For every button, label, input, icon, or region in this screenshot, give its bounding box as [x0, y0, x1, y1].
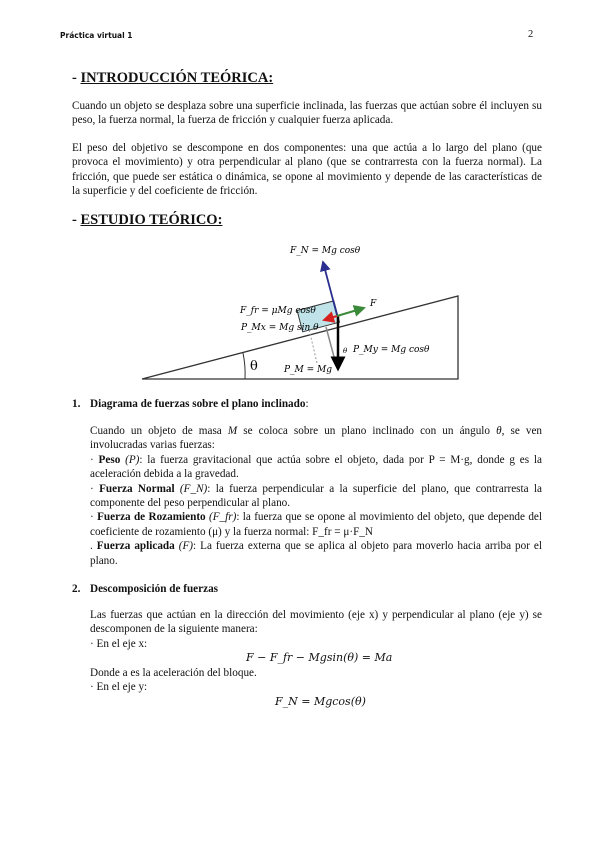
force-item — [90, 510, 542, 539]
section-number: 2. — [72, 583, 81, 595]
definition: : La fuerza externa que se aplica al objeto para moverlo hacia arriba por el plano. — [90, 540, 543, 567]
bullet: · — [90, 511, 98, 524]
force-item — [90, 482, 542, 511]
y-axis-label: · En el eje y: — [90, 681, 148, 693]
section-title: Diagrama de fuerzas sobre el plano inclinado — [90, 398, 306, 410]
mass-symbol: M — [227, 425, 238, 437]
definition: : la fuerza que se opone al movimiento del objeto, que depende del coeficiente de rozamiento (μ) y la fuerza normal: F_fr = μ·F_N — [90, 511, 542, 538]
section-2-heading — [72, 583, 218, 595]
intro-paragraph-2: El peso del objetivo se descompone en dos componentes: una que actúa a lo largo del plano (que provoca el movimiento) y otra perpendicular al plano (que se contrarresta con la fuerza normal). La fricción, que puede ser estática o dinámica, se opone al movimiento y depende de las características de la superficie y del coeficiente de fricción. — [72, 142, 542, 198]
heading-text: INTRODUCCIÓN TEÓRICA: — [80, 70, 274, 86]
text: , se ven involucradas varias fuerzas: — [90, 425, 543, 452]
term: Fuerza de Rozamiento — [97, 511, 206, 524]
heading-dash: - — [72, 212, 81, 228]
pmy-label: P_My = Mg cosθ — [353, 345, 430, 355]
weight-label: P_M = Mg — [284, 365, 333, 375]
definition: : la fuerza gravitacional que actúa sobre el objeto, dada por P = M·g, donde g es la aceleración debida a la gravedad. — [90, 453, 542, 481]
bullet: · — [90, 482, 100, 495]
term: Fuerza Normal — [99, 482, 175, 495]
study-heading — [72, 212, 222, 229]
text: Cuando un objeto de masa — [90, 425, 228, 437]
symbol: (F) — [174, 540, 194, 553]
small-theta: θ — [343, 347, 348, 355]
force-item — [90, 453, 542, 482]
pmx-label: P_Mx = Mg sin θ — [241, 323, 319, 333]
acceleration-note: Donde a es la aceleración del bloque. — [90, 667, 257, 679]
intro-paragraph-1: Cuando un objeto se desplaza sobre una superficie inclinada, las fuerzas que actúan sobre él incluyen su peso, la fuerza normal, la fuerza de fricción y cualquier fuerza aplicada. — [72, 100, 542, 127]
definition: : la fuerza perpendicular a la superficie del plano, que contrarresta la componente del peso perpendicular al plano. — [90, 482, 542, 510]
text: se coloca sobre un plano inclinado con un ángulo — [237, 425, 497, 437]
equation-x: F − F_fr − Mgsin(θ) = Ma — [246, 651, 393, 664]
angle-label: θ — [250, 359, 258, 374]
section-title: Descomposición de fuerzas — [90, 583, 219, 595]
angle-arc — [243, 353, 245, 379]
friction-label: F_fr = μMg cosθ — [240, 306, 316, 316]
page-number: 2 — [528, 29, 534, 40]
x-axis-label: · En el eje x: — [90, 638, 148, 650]
bullet: . — [90, 540, 97, 553]
section-1-heading — [72, 398, 309, 410]
applied-force-arrow — [337, 308, 364, 316]
section-1-body — [90, 424, 542, 568]
theta-symbol: θ — [496, 425, 502, 437]
bullet: · — [90, 453, 99, 466]
running-header: Práctica virtual 1 — [60, 31, 133, 40]
term: Fuerza aplicada — [96, 540, 175, 553]
equation-y: F_N = Mgcos(θ) — [275, 695, 366, 708]
heading-dash: - — [72, 70, 81, 86]
section-2-paragraph: Las fuerzas que actúan en la dirección del movimiento (eje x) y perpendicular al plano (eje y) se descomponen de la siguiente manera: — [90, 609, 542, 636]
heading-text: ESTUDIO TEÓRICO: — [80, 212, 223, 228]
normal-force-label: F_N = Mg cosθ — [290, 246, 361, 256]
intro-sentence — [90, 424, 542, 453]
intro-heading — [72, 70, 273, 87]
applied-force-label: F — [370, 299, 377, 309]
colon: : — [305, 398, 309, 410]
force-item — [90, 539, 542, 568]
inclined-plane-diagram — [100, 235, 500, 385]
symbol: (F_N) — [174, 482, 208, 495]
symbol: (P) — [120, 453, 140, 466]
term: Peso — [98, 453, 121, 466]
section-number: 1. — [72, 398, 81, 410]
symbol: (F_fr) — [205, 511, 237, 524]
